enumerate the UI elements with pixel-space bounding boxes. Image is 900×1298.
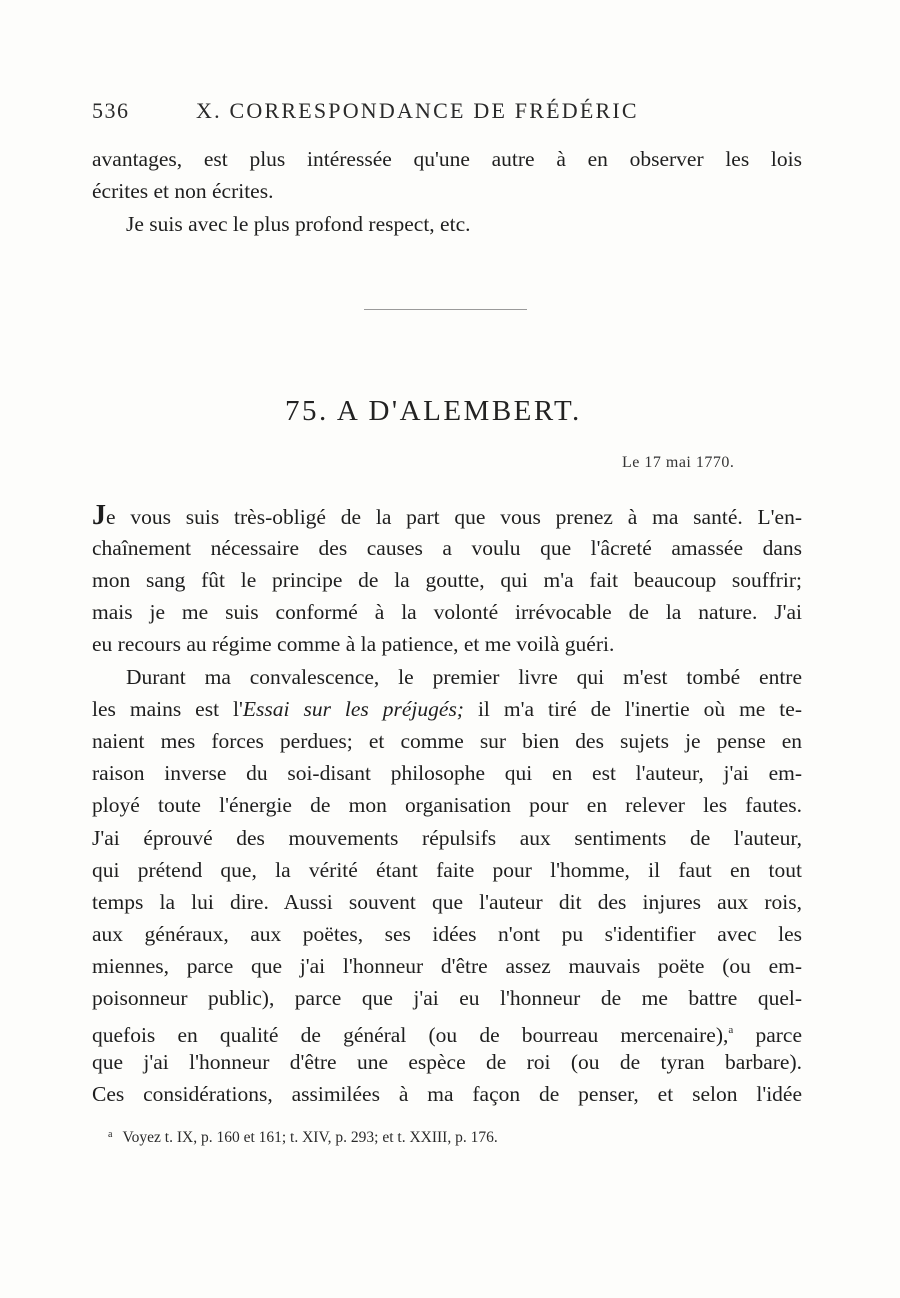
text-line xyxy=(92,694,802,724)
letter-heading: 75. A D'ALEMBERT. xyxy=(285,395,582,427)
running-head-title: X. CORRESPONDANCE DE FRÉDÉRIC xyxy=(196,98,639,123)
footnote-reference[interactable]: a xyxy=(728,1024,734,1036)
text-segment: parce xyxy=(733,1023,802,1047)
text-line: poisonneur public), parce que j'ai eu l'honneur de me battre quel- xyxy=(92,986,802,1010)
text-segment: les mains est l' xyxy=(92,697,243,721)
footnote-mark: a xyxy=(108,1129,113,1140)
page-number: 536 xyxy=(92,98,130,123)
text-line: Durant ma convalescence, le premier livre qui m'est tombé entre xyxy=(126,665,802,689)
text-line xyxy=(92,501,802,531)
text-line: avantages, est plus intéressée qu'une autre à en observer les lois xyxy=(92,147,802,171)
text-line: ployé toute l'énergie de mon organisation pour en relever les fautes. xyxy=(92,793,802,817)
text-line: qui prétend que, la vérité étant faite pour l'homme, il faut en tout xyxy=(92,858,802,882)
text-line: chaînement nécessaire des causes a voulu que l'âcreté amassée dans xyxy=(92,536,802,560)
text-line: miennes, parce que j'ai l'honneur d'être assez mauvais poëte (ou em- xyxy=(92,954,802,978)
text-line: mais je me suis conformé à la volonté irrévocable de la nature. J'ai xyxy=(92,600,802,624)
text-line-content: e vous suis très-obligé de la part que vous prenez à ma santé. L'en- xyxy=(106,505,802,529)
text-line: raison inverse du soi-disant philosophe qui en est l'auteur, j'ai em- xyxy=(92,761,802,785)
drop-cap: J xyxy=(92,500,106,531)
text-line: J'ai éprouvé des mouvements répulsifs aux sentiments de l'auteur, xyxy=(92,826,802,850)
text-line: écrites et non écrites. xyxy=(92,179,274,203)
footnote-text: Voyez t. IX, p. 160 et 161; t. XIV, p. 293; et t. XXIII, p. 176. xyxy=(122,1129,498,1146)
text-segment: il m'a tiré de l'inertie où me te- xyxy=(463,697,802,721)
text-line: temps la lui dire. Aussi souvent que l'auteur dit des injures aux rois, xyxy=(92,890,802,914)
section-divider xyxy=(364,309,527,310)
running-head xyxy=(92,98,812,130)
text-line xyxy=(92,1015,802,1045)
letter-date: Le 17 mai 1770. xyxy=(622,454,735,471)
text-line: que j'ai l'honneur d'être une espèce de roi (ou de tyran barbare). xyxy=(92,1050,802,1074)
footnote xyxy=(108,1125,648,1148)
text-line: aux généraux, aux poëtes, ses idées n'ont pu s'identifier avec les xyxy=(92,922,802,946)
text-line: naient mes forces perdues; et comme sur bien des sujets je pense en xyxy=(92,729,802,753)
text-line: mon sang fût le principe de la goutte, qui m'a fait beaucoup souffrir; xyxy=(92,568,802,592)
book-title: Essai sur les préjugés; xyxy=(242,697,464,721)
text-segment: quefois en qualité de général (ou de bourreau mercenaire), xyxy=(92,1023,729,1047)
closing-line: Je suis avec le plus profond respect, etc. xyxy=(126,212,471,236)
text-line: Ces considérations, assimilées à ma façon de penser, et selon l'idée xyxy=(92,1082,802,1106)
text-line: eu recours au régime comme à la patience, et me voilà guéri. xyxy=(92,632,615,656)
